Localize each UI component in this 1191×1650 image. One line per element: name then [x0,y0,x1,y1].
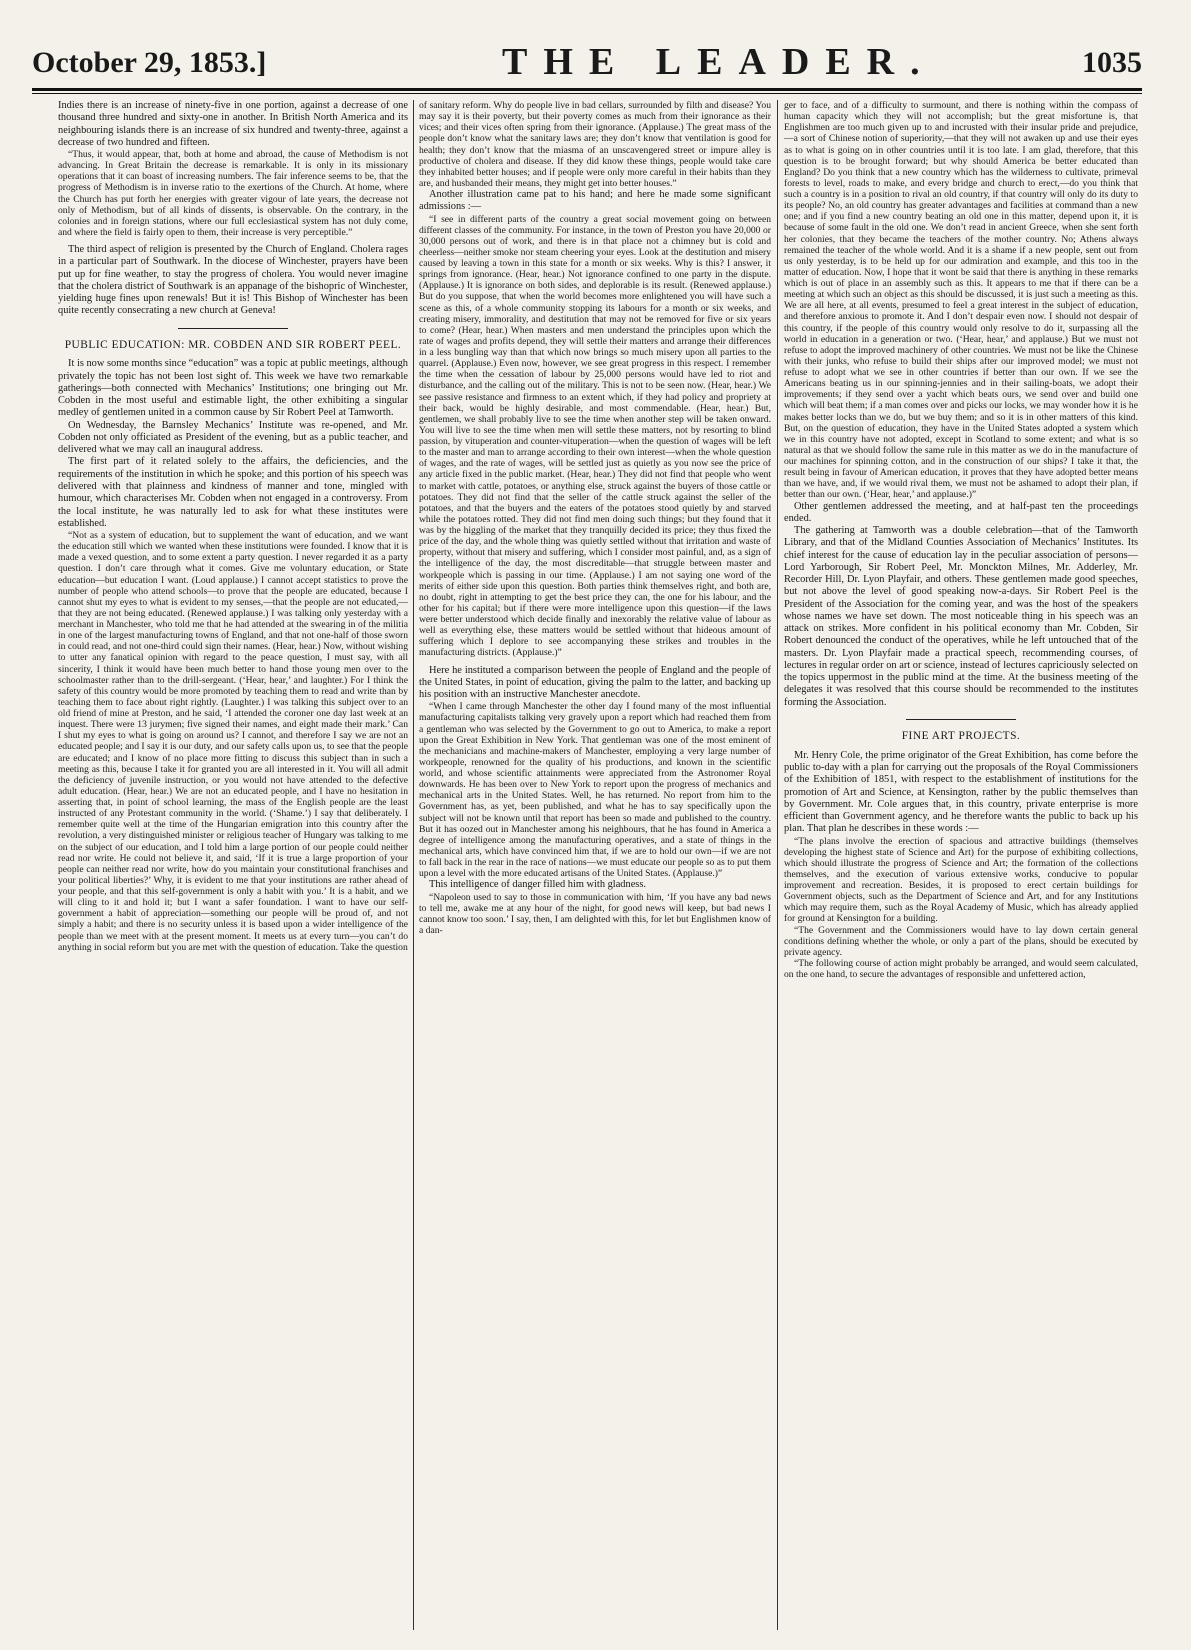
page-number: 1035 [1082,46,1142,79]
column-1 [58,100,408,1630]
quoted-paragraph: “Napoleon used to say to those in communication with him, ‘If you have any bad news to tell me, awake me at any hour of the night, for good news will keep, but bad news I cannot know too soon.’ I say, then, I am delighted with this, for let but Englishmen know of a dan- [419,891,771,936]
article-heading: PUBLIC EDUCATION: MR. COBDEN AND SIR ROBERT PEEL. [64,338,402,351]
column-2 [419,100,771,1630]
section-divider [178,328,288,329]
quoted-paragraph: “I see in different parts of the country a great social movement going on between different classes of the community. For instance, in the town of Preston you have 20,000 or 30,000 persons out of work, and there is in that place not a chimney but is cold and cheerless—neither smoke nor steam cheering your eyes. Look at the destitution and misery caused by leaving a town in this state for a month or six weeks. Why is this? I answer, it springs from ignorance. (Hear, hear.) Not ignorance confined to one party in the dispute. (Applause.) It is ignorance on both sides, and deplorable is its result. (Renewed applause.) But do you suppose, that when the world becomes more enlightened you will have such a scene as this, of a whole community stopping its labours for a month or six weeks, and creating misery, immorality, and destitution that may not be removed for five or six years to come? (Hear, hear.) When masters and men understand the principles upon which the rate of wages and profits depend, they will settle their matters and arrange their differences in a less bungling way than that which now brings so much misery upon all parties to the quarrel. (Applause.) Even now, however, we see great progress in this respect. I remember the time when the cessation of labour by 25,000 persons would have led to riot and disturbance, and the calling out of the military. This is not to be seen now. (Hear, hear.) We see passive resistance and firmness to an extent which, if they had policy and propriety at their back, would be highly desirable, and most commendable. (Hear, hear.) But, gentlemen, we shall probably live to see the time when another step will be taken onward. You will live to see the time when men will settle these matters, not by resorting to blind passion, by vituperation and counter-vituperation—when the question of wages will be left to the master and man to arrange according to their own interest—when the whole question of wages, and the rate of wages, will be settled just as quietly as you now see the price of any article fixed in the public market. (Hear, hear.) They did not find that people who went to market with cattle, potatoes, or anything else, struck against the buyers of those cattle or potatoes. They did not find that the seller of the cattle struck against the seller of the potatoes, and that the buyers and the eaters of the potatoes stood quietly by and starved while the potatoes rotted. They did not find men doing such things; but they found that it was by the higgling of the market that they tranquilly decided its price; they thus fixed the price of the day, and the whole thing was quietly settled without that irritation and waste of property, without that misery and suffering, which I consider most painful, and, as a sign of the intelligence of the day, the most discreditable—that struggle between master and workpeople which is passing in our time. (Applause.) I am not saying one word of the merits of either side upon this question. Both parties think themselves right, and both are, no doubt, right in attempting to get the best price they can, the one for his labour, and the other for his capital; but if there were more intelligence upon this question—if the laws were better understood which decide finally and inexorably the relative value of labour as well as everything else, these matters would be settled without that hideous amount of suffering which I deplore to see accompanying these strikes and troubles in the manufacturing districts. (Applause.)” [419,213,771,659]
article-paragraph: Mr. Henry Cole, the prime originator of the Great Exhibition, has come before the public to-day with a plan for carrying out the proposals of the Royal Commissioners of the Exhibition of 1851, with respect to the establishment of institutions for the promotion of Art and Science, at Kensington, rather by the public themselves than by Government. Mr. Cole argues that, in this country, private enterprise is more efficient than Government agency, and he therefore wants the public to back up his plan. That plan he describes in these words :— [784,749,1138,835]
quoted-paragraph: “When I came through Manchester the other day I found many of the most influential manufacturing capitalists talking very gravely upon a report which had reached them from a gentleman who was selected by the Government to go out to America, to make a report upon the Great Exhibition in New York. That gentleman was one of the most eminent of the mechanicians and machine-makers of Manchester, employing a very large number of workpeople, renowned for the quality of his productions, and known in the scientific world, and whose scientific attainments were appreciated from the Astronomer Royal downwards. He has been over to New York to report upon the progress of mechanics and mechanical arts in the United States. Well, he has returned. No report from him to the Government has, as yet, been published, and what he has to say specifically upon the subject will not be known until that report has been so made and published to the country. But it has oozed out in Manchester among his neighbours, that he has found in America a degree of intelligence among the manufacturing operatives, and a state of things in the mechanical arts, which have convinced him that, if we are to hold our own—if we are not to fall back in the rear in the race of nations—we must educate our people so as to put them upon a level with the more educated artisans of the United States. (Applause.)” [419,701,771,880]
article-paragraph: It is now some months since “education” was a topic at public meetings, although privately the topic has not been lost sight of. This week we have two remarkable gatherings—both connected with Mechanics’ Institutions; one bringing out Mr. Cobden in the most useful and estimable light, the other exhibiting a singular medley of gentlemen united in a common cause by Sir Robert Peel at Tamworth. [58,358,408,419]
quoted-paragraph: “The plans involve the erection of spacious and attractive buildings (themselves developing the highest state of Science and Art) for the purpose of exhibiting collections, which should illustrate the progress of Science and Art; the formation of the collections themselves, and the execution of various extensive works, conducive to popular improvement and recreation. Besides, it is proposed to erect certain buildings for Government objects, such as the Department of Science and Art, and for any Institutions which may require them, such as the Royal Academy of Music, which has already applied for ground at Kensington for a building. [784,835,1138,925]
masthead-rule [32,88,1142,91]
article-heading: FINE ART PROJECTS. [901,730,1021,743]
article-paragraph: The first part of it related solely to the affairs, the deficiencies, and the requirements of the institution in which he spoke; and this portion of his speech was delivered with that plainness and kindness of manner and tone, mingled with humour, which characterises Mr. Cobden when not engaged in a controversy. From the local institute, he was naturally led to ask for what these institutes were established. [58,456,408,529]
column-divider [777,100,778,1630]
issue-date: October 29, 1853.] [32,46,267,79]
article-paragraph: Other gentlemen addressed the meeting, and at half-past ten the proceedings ended. [784,500,1138,524]
column-divider [413,100,414,1630]
quoted-paragraph: “Not as a system of education, but to supplement the want of education, and we want the education still which we wanted when these institutions were founded. I know that it is made a vexed question, and to some extent a party question. I never regarded it as a party question. I don’t care through what it comes. Give me voluntary education, or State education—but education I want. (Loud applause.) I cannot accept statistics to prove the number of people who attend schools—to prove that the people are educated, because I cannot shut my eyes to what is evident to my senses,—that the people are not educated,—that they are not being educated. (Renewed applause.) I was talking only yesterday with a merchant in Manchester, who told me that he had attended at the swearing in of the militia in one of the largest manufacturing towns of England, and that not one-half of those sworn in could read, and not one-third could sign their names. (Hear, hear.) Now, without wishing to utter any fanatical opinion with regard to the peace question, I must say, with all sincerity, I think it would have been much better to hand those young men over to the schoolmaster rather than to the drill-sergeant. (‘Hear, hear,’ and laughter.) For I think the safety of this country would be more promoted by teaching them to read and write than by teaching them to face about right rightly. (Laughter.) I was talking this subject over to an old friend of mine at Preston, and he said, ‘I attended the coroner one day last week at an inquest. There were 13 jurymen; five signed their names, and eight made their mark.’ Can I shut my eyes to what is going on around us? I cannot, and therefore I say we are not an educated people; and I say it is our duty, and our safety calls upon us, to see that the people are educated; and I know of no place more fitting to discuss this subject than in such a meeting as this, because I take it for granted you are all interested in it. You will all admit the deficiency of juvenile instruction, or you would not have attended to the defective adult education. (Hear, hear.) We are not an educated people, and I have no hesitation in asserting that, in point of school learning, the mass of the English people are the least instructed of any Protestant community in the world. (‘Shame.’) I say that deliberately. I remember quite well at the time of the Hungarian emigration into this country after the revolution, a very distinguished minister or religious teacher of Hungary was talking to me on the subject of our education, and I told him a large portion of our people could neither read nor write. He could not believe it, and said, ‘If it is true a large proportion of your people can neither read nor write, how do you maintain your constitutional franchises and your political liberties?’ Why, it is evident to me that your institutions are rather ahead of your people, and that this self-government is only a habit with you.’ It is a habit, and we will cling to it and hold it; but I want a safer foundation. I want to have our self-government a habit of appreciation—something our people will be proud of, and not simply a habit; and there is no security unless it is based upon a wider intelligence of the people than we meet with at the present moment. It meets us at every turn—you can’t do anything in social reform but you are met with the question of education. Take the question [58,530,408,953]
article-paragraph: The gathering at Tamworth was a double celebration—that of the Tamworth Library, and that of the Midland Counties Association of Mechanics’ Institutes. Its chief interest for the cause of education lay in the peculiar association of persons—Lord Yarborough, Sir Robert Peel, Mr. Monckton Milnes, Mr. Adderley, Mr. Recorder Hill, Dr. Lyon Playfair, and others. These gentlemen made good speeches, but not above the level of good speaking now-a-days. Sir Robert Peel is the President of the Association for the coming year, and was the host of the speakers whose names we have set down. The most noticeable thing in his speech was an attack on strikes. More confident in his political economy than Mr. Cobden, Sir Robert denounced the conduct of the operatives, while he left untouched that of the masters. Dr. Lyon Playfair made a practical speech, recommending courses, of lectures in regular order on art or science, instead of lectures capriciously selected on the topics uppermost in the public mind at the time. At the business meeting of the delegates it was resolved that this course should be recommended to the institutes forming the Association. [784,525,1138,708]
masthead-rule-thin [32,93,1142,94]
article-paragraph: Another illustration came pat to his hand; and here he made some significant admissions :— [419,189,771,213]
article-paragraph: On Wednesday, the Barnsley Mechanics’ Institute was re-opened, and Mr. Cobden not only officiated as President of the evening, but as a public teacher, and delivered what we may call an inaugural address. [58,419,408,456]
article-paragraph: This intelligence of danger filled him with gladness. [429,879,646,891]
masthead [32,40,1142,86]
quoted-paragraph: “The following course of action might probably be arranged, and would seem calculated, on the one hand, to secure the advantages of responsible and unfettered action, [784,957,1138,981]
article-paragraph: Here he instituted a comparison between the people of England and the people of the United States, in point of education, giving the palm to the latter, and backing up his position with an instructive Manchester anecdote. [419,664,771,701]
quoted-paragraph: ger to face, and of a difficulty to surmount, and there is nothing within the compass of human capacity which they will not accomplish; but the great misfortune is, that Englishmen are too much given up to and incrusted with their insular pride and prejudice,—a sort of Chinese notion of superiority,—that they will not awaken up and use their eyes as to what is going on in other countries until it is too late. I am glad, therefore, that this question is to be brought forward; but why should America be better educated than England? Do you think that a new country which has the wilderness to cultivate, primeval forests to level, roads to make, and every bridge and church to erect,—do you think that such a country is in a position to rival an old country, if that country will only do its duty to its people? No, an old country has greater advantages and facilities at command than a new one; and if you find a new country beating an old one in this matter, depend upon it, it is because of some fault in the old one. We don’t read in ancient Greece, when she sent forth her colonies, that they became the teachers of the mother country. No; Athens always remained the teacher of the whole world. And it is a shame if a new people, sent out from us only yesterday, is to be held up for our admiration and example, and this too in the matter of education. Now, I hope that it wont be said that there is anything in these remarks which is out of place in an assembly such as this. It appears to me that if there can be a meeting at which such an object as this should be discussed, it is just such a meeting as this. We are all here, at all events, presumed to feel a great interest in the subject of education, and therefore anxious to promote it. And I don’t despair even now. I should not despair of this country, if the people of this country would only resolve to do it, surpassing all the world in education in a generation or two. (‘Hear, hear,’ and applause.) But we must not refuse to adopt the improved machinery of other countries. We must not be like the Chinese with their junks, who refuse to build their ships after our improved model; we must not refuse to adopt what we see in other countries if better than our own. If we see the Americans beating us in our spinning-jennies and in their sailing-boats, we adopt their improvements; if they send over a yacht which beats ours, we send over and build one which will beat them; if a man comes over and picks our locks, we may wonder how it is he makes better locks than we do, but we buy them; and so it is in other matters of this kind. But, on the question of education, they have in the United States adopted a system which we in this country have not adopted, except in Scotland to some extent; and what is so natural as that we should follow the same rule in this matter as we do in the manufacture of our machines for spinning cotton, and in the construction of our ships? I take it that, the result being in favour of American education, it proves that they have adopted better means than we have, and, if we would rival them, we must not be ashamed to adopt their plan, if better than our own. (‘Hear, hear,’ and applause.)” [784,100,1138,501]
quoted-paragraph: “Thus, it would appear, that, both at home and abroad, the cause of Methodism is not advancing. In Great Britain the decrease is remarkable. It is only in its missionary operations that it can boast of increasing numbers. The fair inference seems to be, that the progress of Methodism is in inverse ratio to the exertions of the Church. At home, where the Church has put forth her energies with greater vigour of late years, the decrease not only of Methodism, but of all kinds of dissents, is observable. On the contrary, in the colonies and in foreign stations, where our full ecclesiastical system has not duly come, and where the field is fairly open to them, their increase is very perceptible.” [58,149,408,238]
newspaper-title: THE LEADER. [502,41,936,83]
article-paragraph: The third aspect of religion is presented by the Church of England. Cholera rages in a particular part of Southwark. In the diocese of Winchester, prayers have been put up for fine weather, to stay the progress of cholera. You would never imagine that the cholera district of Southwark is an appanage of the bishopric of Winchester, yielding huge fines upon renewals! But it is! This Bishop of Winchester has been quite recently consecrating a new church at Geneva! [58,244,408,317]
quoted-paragraph: “The Government and the Commissioners would have to lay down certain general conditions defining whether the whole, or only a part of the plans, should be executed by private agency. [784,924,1138,958]
section-divider [906,719,1016,720]
column-3 [784,100,1138,1630]
quoted-paragraph: of sanitary reform. Why do people live in bad cellars, surrounded by filth and disease? You may say it is their poverty, but their poverty comes as much from their ignorance as their vices; and their vices often spring from their ignorance. (Applause.) The great mass of the people don’t know what the sanitary laws are; they don’t know that ventilation is good for health; they don’t know that the miasma of an unscavengered street or impure alley is productive of cholera and disease. If they did know these things, people would take care they inhabited better houses; and if people were only more careful in their habits than they are, and husbanded their means, they might get into better houses.” [419,100,771,189]
article-paragraph: Indies there is an increase of ninety-five in one portion, against a decrease of one thousand three hundred and sixty-one in another. In British North America and its neighbouring islands there is an increase of six hundred and twenty-three, against a decrease of two hundred and fifteen. [58,100,408,148]
